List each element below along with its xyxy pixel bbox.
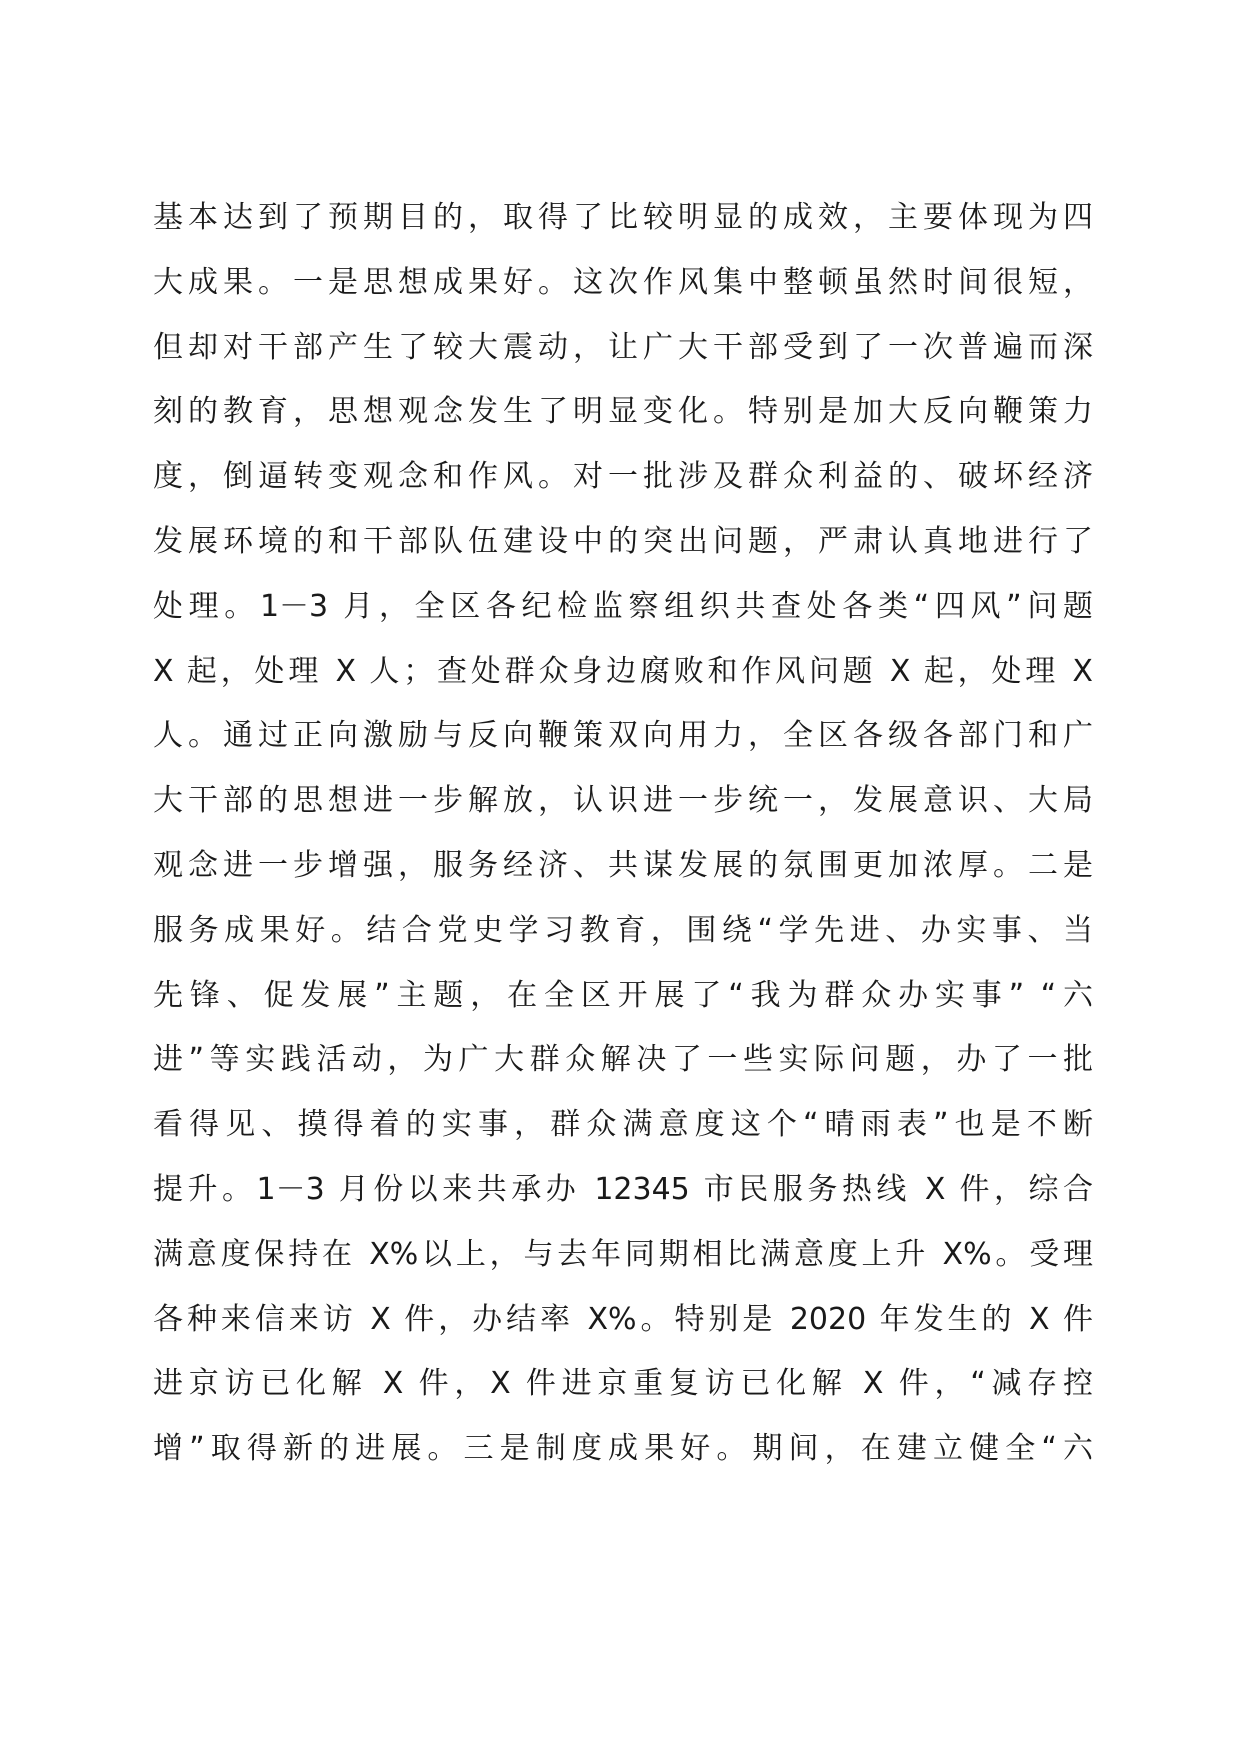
text-line: 各种来信来访 X 件，办结率 X%。特别是 2020 年发生的 X 件 [153, 1301, 1093, 1337]
text-line: 但却对干部产生了较大震动，让广大干部受到了一次普遍而深 [153, 329, 1093, 365]
text-line: 大干部的思想进一步解放，认识进一步统一，发展意识、大局 [153, 783, 1093, 819]
body-text [153, 186, 1093, 1482]
text-line: 进”等实践活动，为广大群众解决了一些实际问题，办了一批 [153, 1042, 1093, 1078]
text-line: 进京访已化解 X 件，X 件进京重复访已化解 X 件，“减存控 [153, 1366, 1093, 1402]
text-line: 观念进一步增强，服务经济、共谋发展的氛围更加浓厚。二是 [153, 847, 1093, 883]
text-line: 提升。1－3 月份以来共承办 12345 市民服务热线 X 件，综合 [153, 1171, 1093, 1207]
text-line: 发展环境的和干部队伍建设中的突出问题，严肃认真地进行了 [153, 523, 1093, 559]
text-line: 刻的教育，思想观念发生了明显变化。特别是加大反向鞭策力 [153, 394, 1093, 430]
text-line: 基本达到了预期目的，取得了比较明显的成效，主要体现为四 [153, 200, 1093, 235]
text-line: 大成果。一是思想成果好。这次作风集中整顿虽然时间很短， [153, 264, 1093, 300]
text-line: X 起，处理 X 人；查处群众身边腐败和作风问题 X 起，处理 X [153, 653, 1093, 689]
text-line: 服务成果好。结合党史学习教育，围绕“学先进、办实事、当 [153, 912, 1093, 948]
text-line: 度，倒逼转变观念和作风。对一批涉及群众利益的、破坏经济 [153, 459, 1093, 495]
text-line: 看得见、摸得着的实事，群众满意度这个“晴雨表”也是不断 [153, 1107, 1093, 1143]
text-line: 满意度保持在 X%以上，与去年同期相比满意度上升 X%。受理 [153, 1236, 1093, 1272]
text-line: 人。通过正向激励与反向鞭策双向用力，全区各级各部门和广 [153, 718, 1093, 754]
text-line: 先锋、促发展”主题，在全区开展了“我为群众办实事” “六 [153, 977, 1093, 1013]
text-line: 增”取得新的进展。三是制度成果好。期间，在建立健全“六 [153, 1431, 1093, 1467]
text-line: 处理。1－3 月，全区各纪检监察组织共查处各类“四风”问题 [153, 588, 1093, 624]
